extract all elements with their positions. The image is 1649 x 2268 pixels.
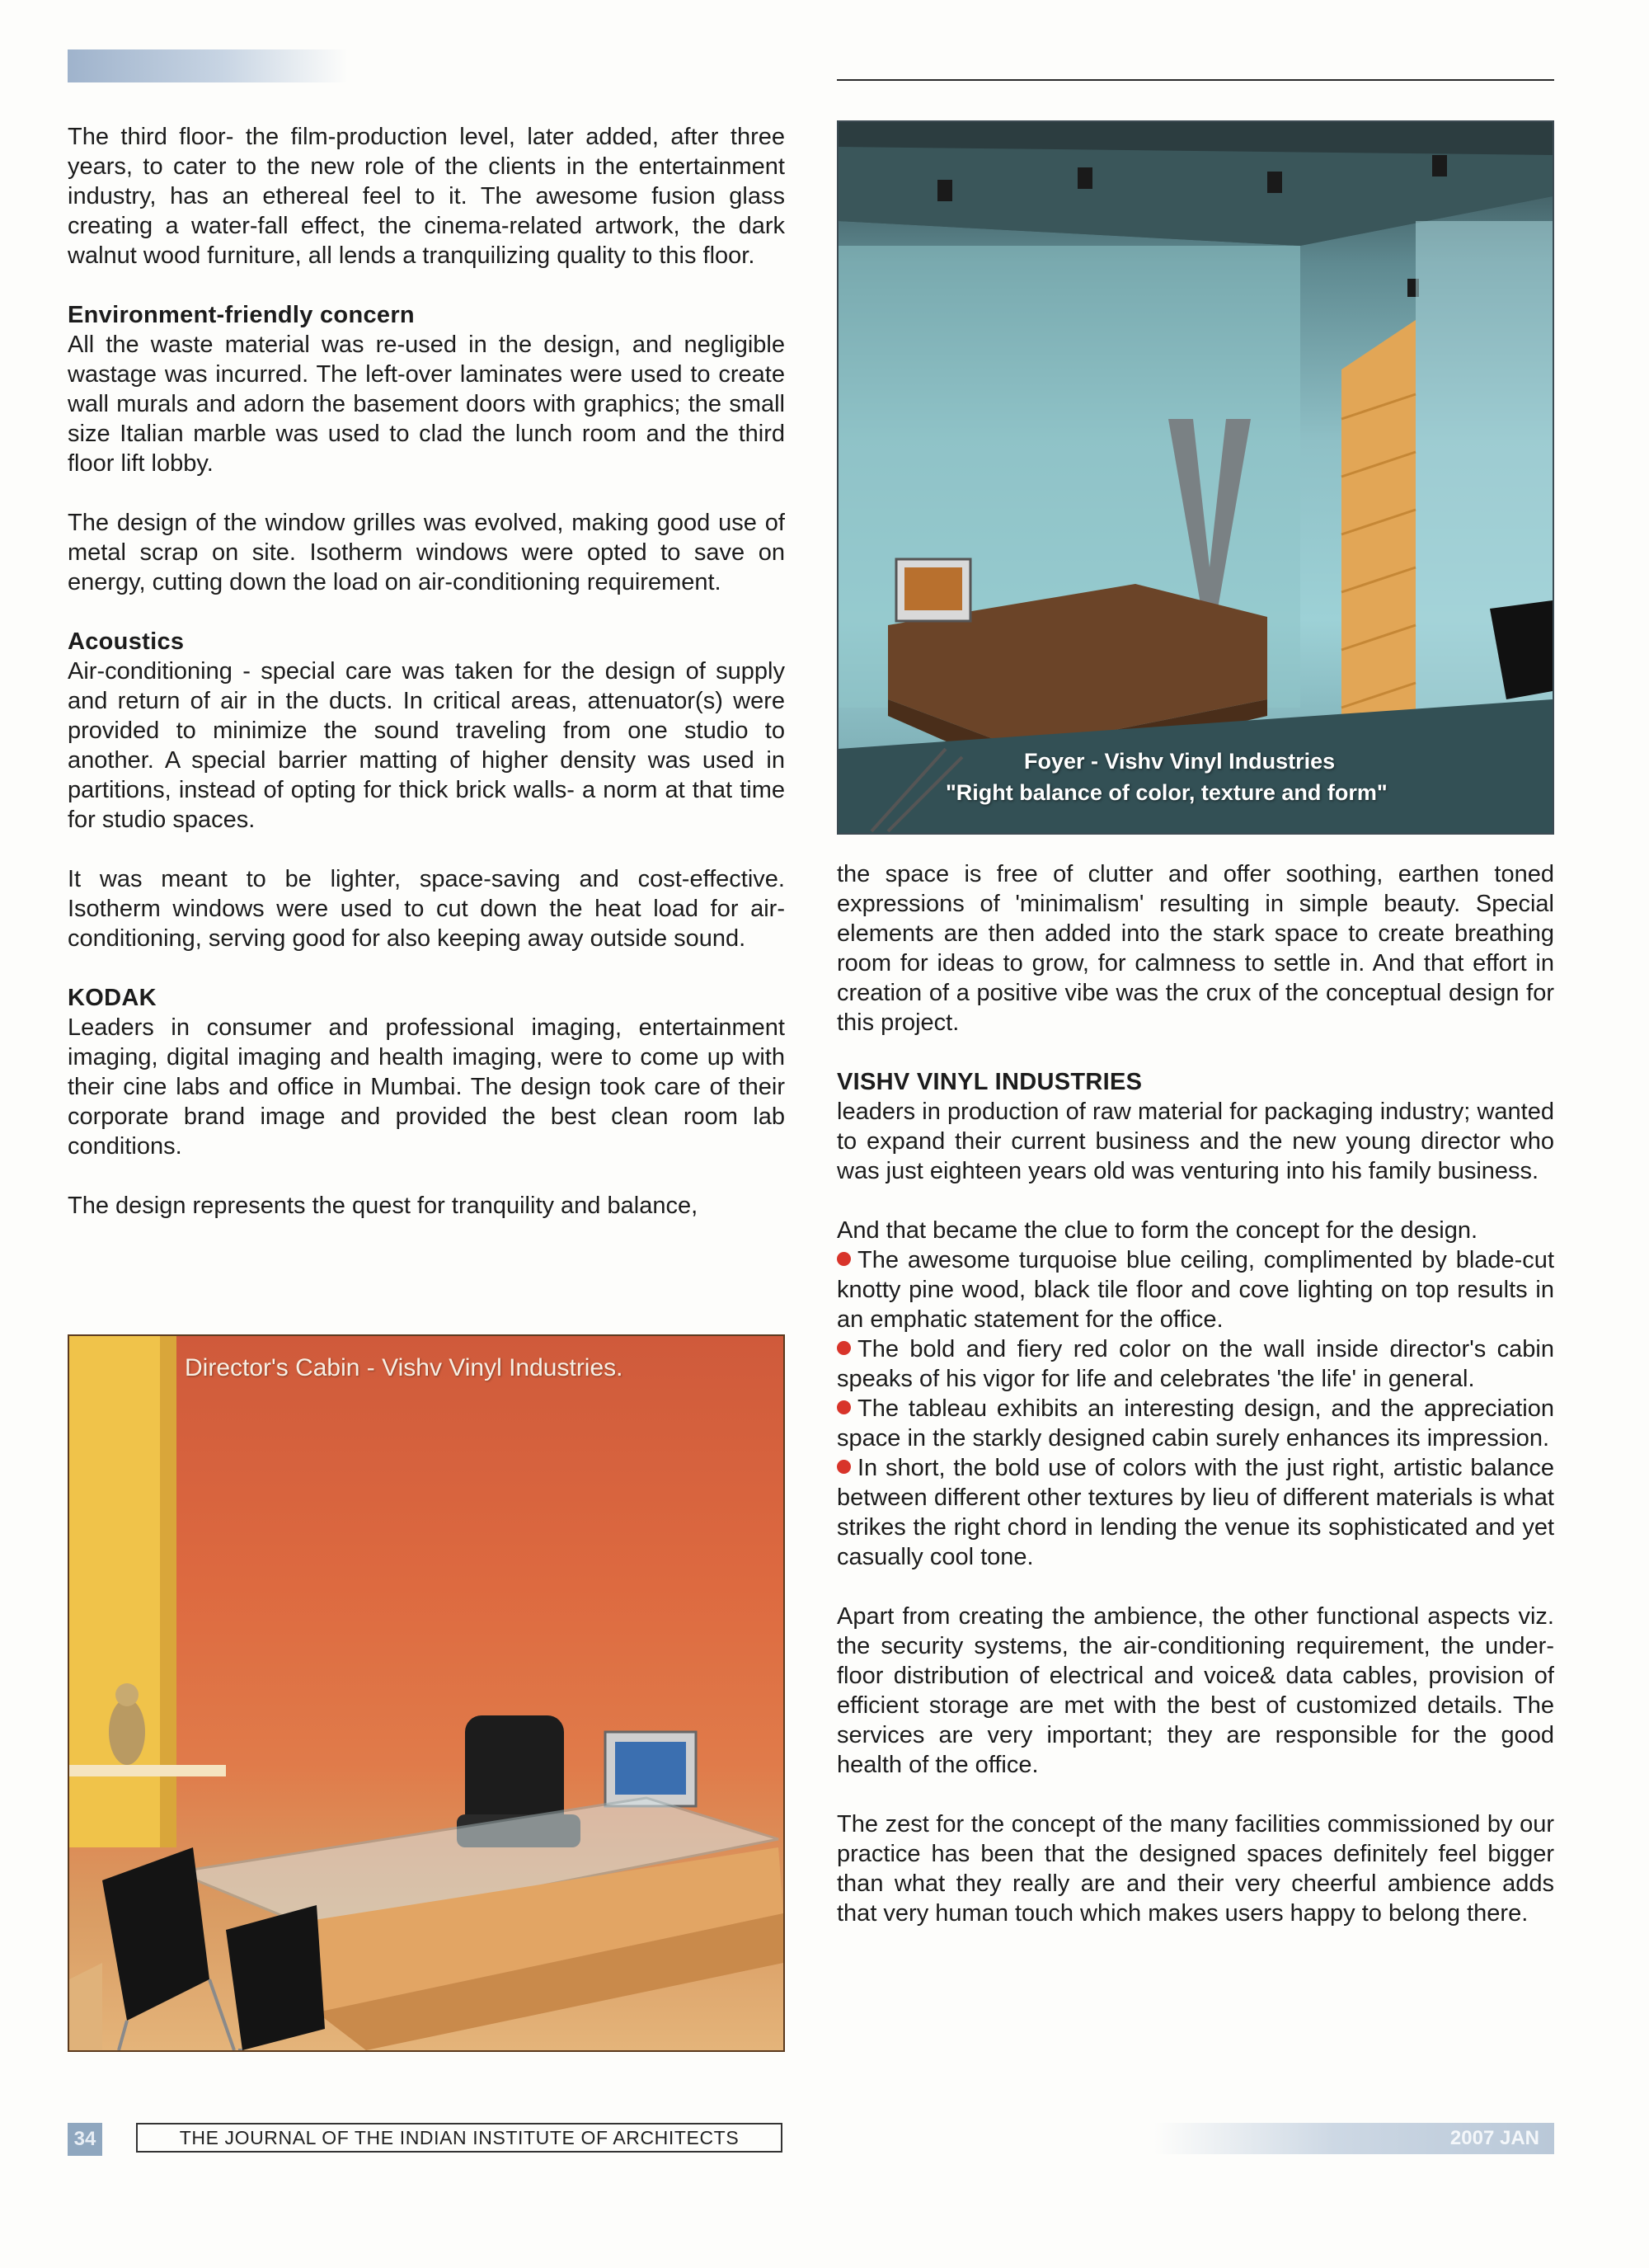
paragraph-clue: And that became the clue to form the concept for the design. [837, 1217, 1478, 1244]
foyer-photo [837, 120, 1554, 835]
paragraph-vishv: leaders in production of raw material for packaging industry; wanted to expand their current business and the new young director who was just eighteen years old was venturing into his family business. [837, 1099, 1554, 1184]
paragraph-space: the space is free of clutter and offer soothing, earthen toned expressions of 'minimalism' resulting in simple beauty. Special elements are then added into the stark space to create breathing room for ideas to grow, for calmness to settle in. And that effort in creation of a positive vibe was the crux of the conceptual design for this project. [837, 861, 1554, 1036]
list-item: In short, the bold use of colors with the just right, artistic balance between different other textures by lieu of different materials is what strikes the right chord in lending the venue its sophisticated and yet casually cool tone. [837, 1455, 1554, 1570]
paragraph-zest: The zest for the concept of the many facilities commissioned by our practice has been that the designed spaces definitely feel bigger than what they really are and their very cheerful ambience adds that very human touch which makes users happy to belong there. [837, 1811, 1554, 1927]
bullet-dot-icon [837, 1341, 851, 1355]
design-bullets [837, 1245, 1554, 1572]
paragraph-kodak: Leaders in consumer and professional imaging, entertainment imaging, digital imaging and health imaging, were to come up with their cine labs and office in Mumbai. The design took care of their corporate brand image and provided the best clean room lab conditions. [68, 1014, 785, 1160]
heading-acoustics: Acoustics [68, 628, 185, 655]
left-column [68, 122, 785, 1250]
list-item: The bold and fiery red color on the wall inside director's cabin speaks of his vigor for life and celebrates 'the life' in general. [837, 1336, 1554, 1392]
right-column [837, 859, 1554, 1958]
list-item: The awesome turquoise blue ceiling, complimented by blade-cut knotty pine wood, black tile floor and cove lighting on top results in an emphatic statement for the office. [837, 1247, 1554, 1333]
page-number: 34 [68, 2123, 102, 2156]
foyer-caption-title: Foyer - Vishv Vinyl Industries [1024, 749, 1336, 774]
paragraph-functional-aspects: Apart from creating the ambience, the other functional aspects viz. the security systems, the air-conditioning requirement, the under-floor distribution of electrical and voice& data cables, provision of efficient storage are met with the best of customized details. The services are very important; they are responsible for the good health of the office. [837, 1603, 1554, 1778]
foyer-illustration [839, 122, 1553, 833]
paragraph-environment: All the waste material was re-used in the design, and negligible wastage was incurred. The left-over laminates were used to create wall murals and adorn the basement doors with graphics; the small size Italian marble was used to clad the lunch room and the third floor lift lobby. [68, 332, 785, 477]
header-rule [837, 79, 1554, 81]
heading-vishv-vinyl: VISHV VINYL INDUSTRIES [837, 1069, 1143, 1095]
list-item: The tableau exhibits an interesting design, and the appreciation space in the starkly designed cabin surely enhances its impression. [837, 1395, 1554, 1452]
heading-kodak: KODAK [68, 985, 157, 1011]
journal-title: THE JOURNAL OF THE INDIAN INSTITUTE OF ARCHITECTS [136, 2123, 782, 2153]
paragraph-acoustics: Air-conditioning - special care was taken for the design of supply and return of air in the ducts. In critical areas, attenuator(s) were provided to minimize the sound traveling from one studio to another. A special barrier matting of higher density was used in partitions, instead of opting for thick brick walls- a norm at that time for studio spaces. [68, 658, 785, 833]
issue-date: 2007 JAN [1154, 2123, 1554, 2154]
cabin-caption: Director's Cabin - Vishv Vinyl Industries. [185, 1354, 623, 1381]
paragraph-window-grilles: The design of the window grilles was evolved, making good use of metal scrap on site. Isotherm windows were opted to save on energy, cutting down the load on air-conditioning requirement. [68, 510, 785, 595]
bullet-dot-icon [837, 1400, 851, 1414]
foyer-caption-quote: "Right balance of color, texture and form" [946, 780, 1388, 805]
bullet-dot-icon [837, 1252, 851, 1266]
heading-environment: Environment-friendly concern [68, 302, 415, 328]
header-accent-bar [68, 49, 348, 82]
paragraph-third-floor: The third floor- the film-production level, later added, after three years, to cater to the new role of the clients in the entertainment industry, has an ethereal feel to it. The awesome fusion glass creating a water-fall effect, the cinema-related artwork, the dark walnut wood furniture, all lends a tranquilizing quality to this floor. [68, 124, 785, 269]
bullet-dot-icon [837, 1460, 851, 1474]
paragraph-design-quest: The design represents the quest for tranquility and balance, [68, 1193, 698, 1219]
directors-cabin-photo [68, 1334, 785, 2052]
cabin-illustration [69, 1336, 783, 2050]
paragraph-lighter: It was meant to be lighter, space-saving and cost-effective. Isotherm windows were used to cut down the heat load for air-conditioning, serving good for also keeping away outside sound. [68, 866, 785, 952]
